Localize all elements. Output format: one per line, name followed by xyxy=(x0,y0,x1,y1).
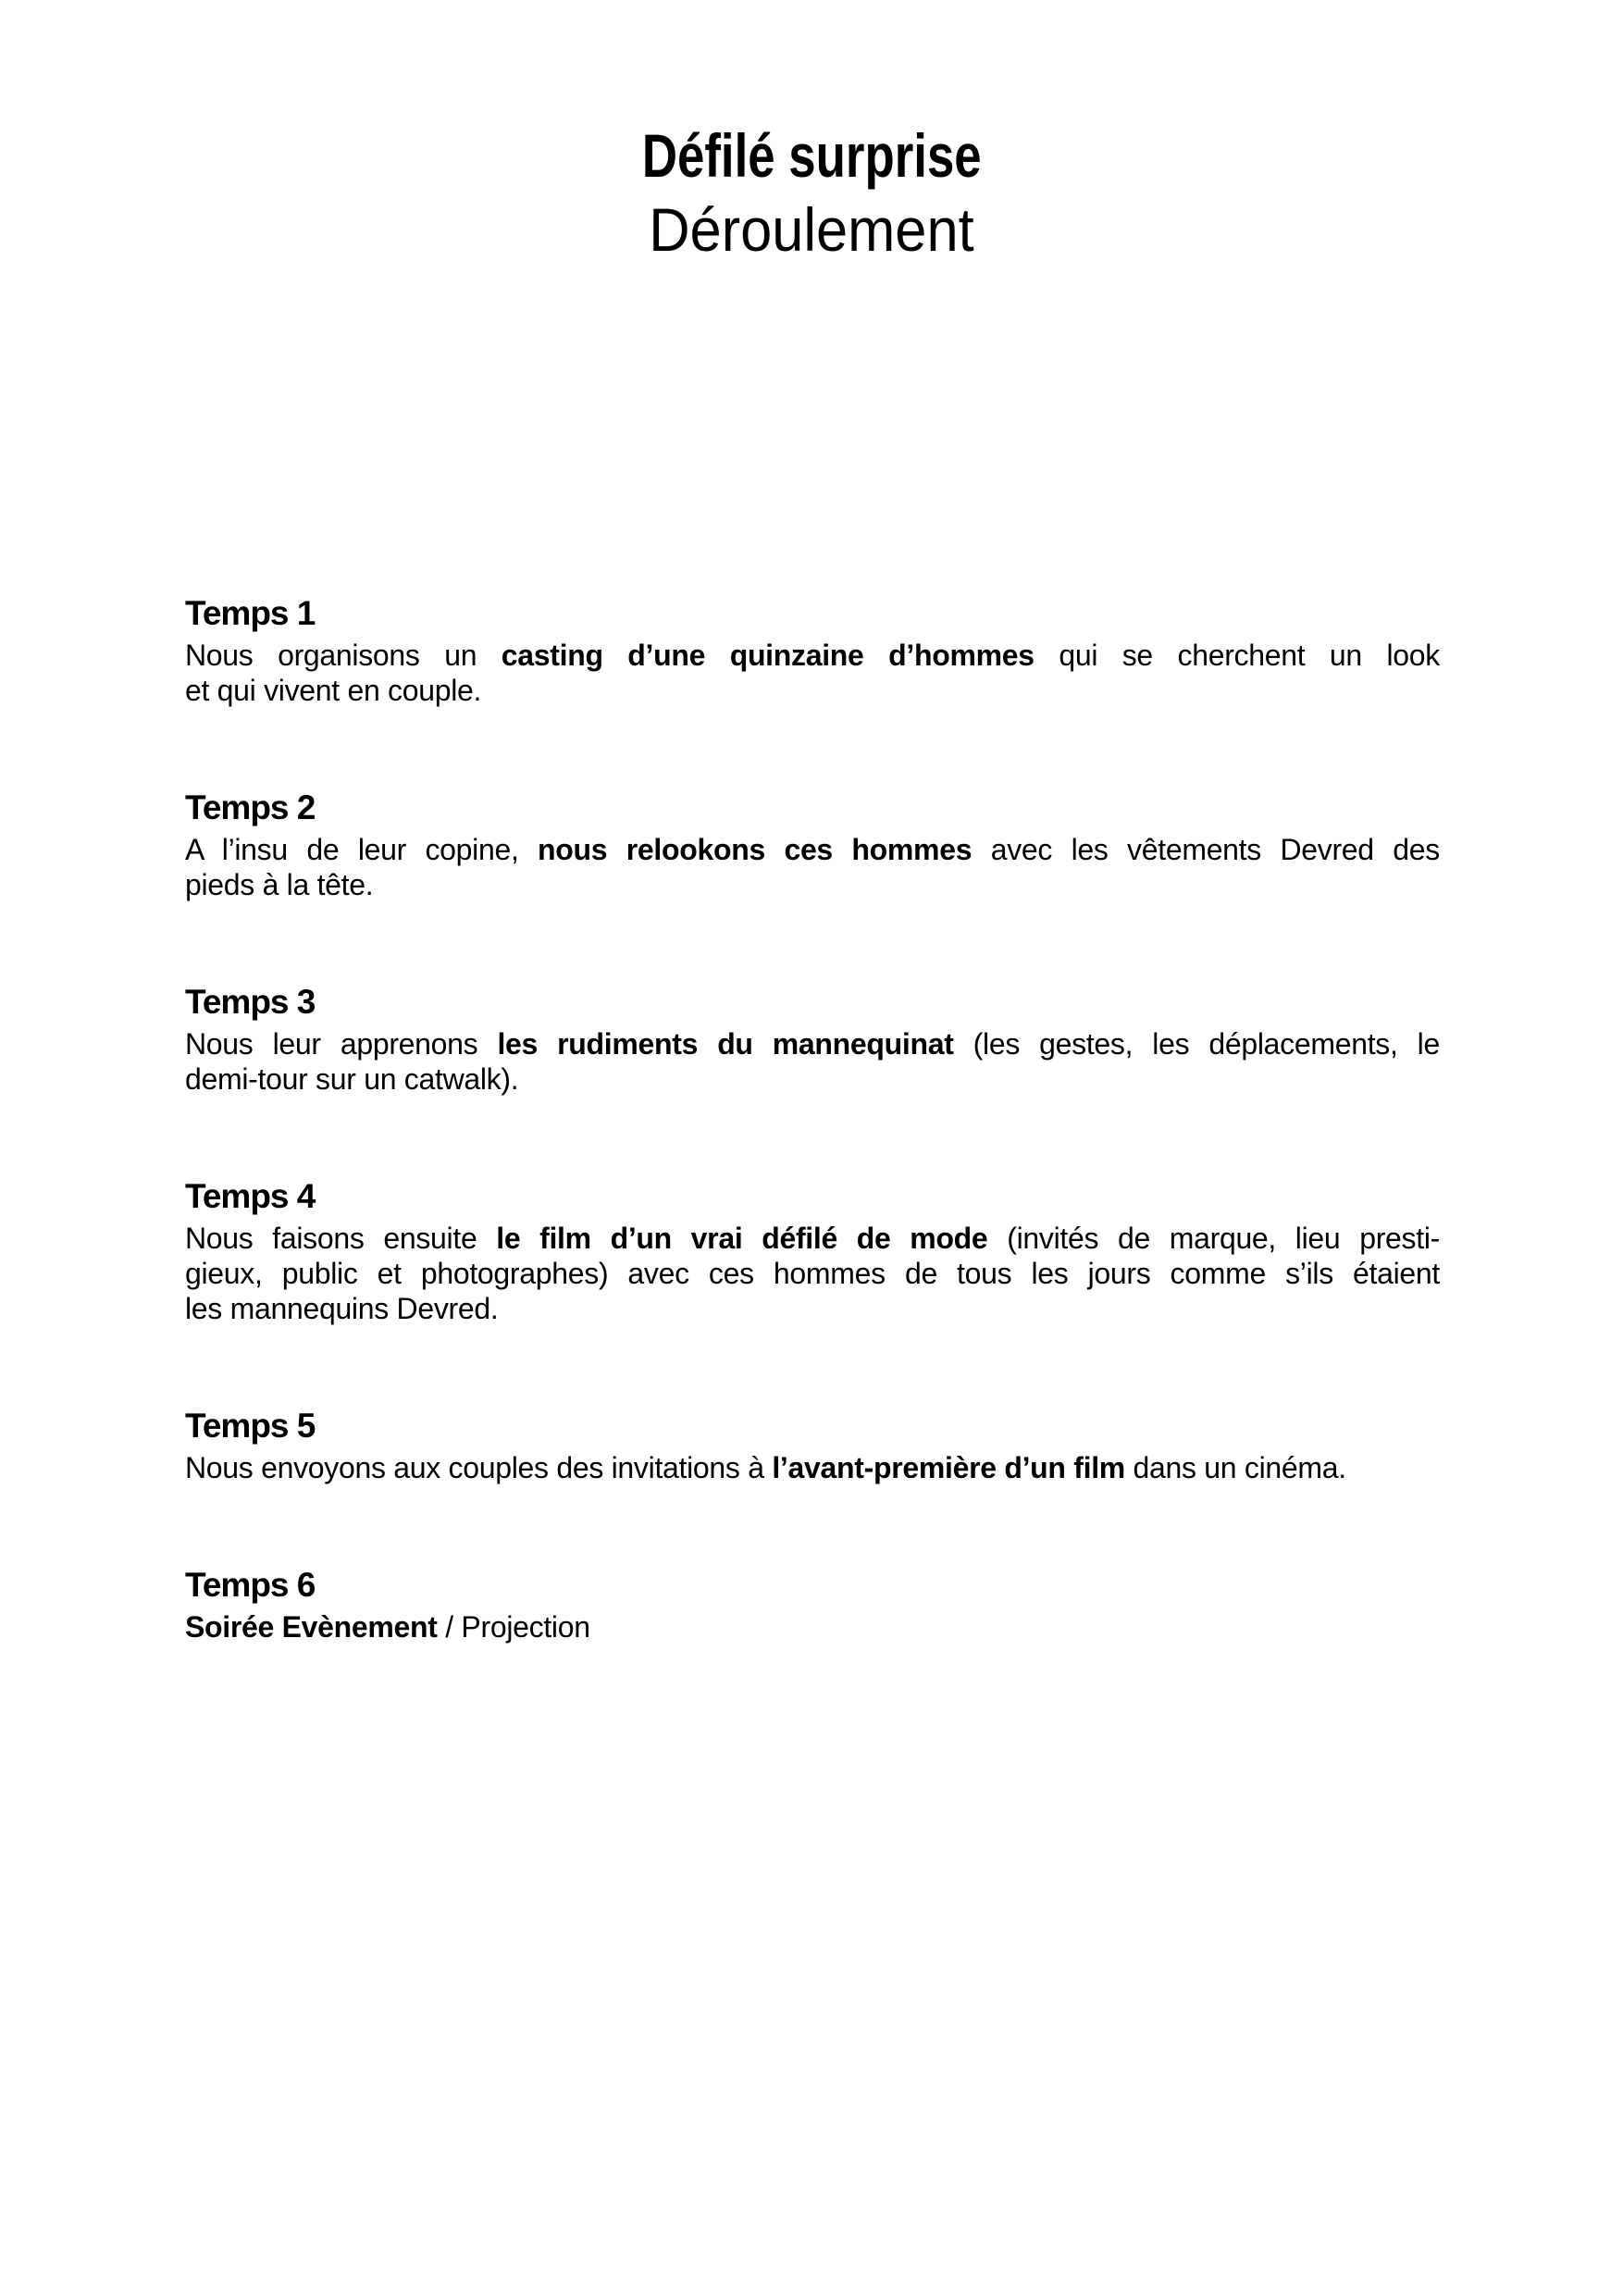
section-heading: Temps 6 xyxy=(185,1566,316,1604)
text-segment: Nous leur apprenons xyxy=(185,1027,498,1061)
body-line xyxy=(185,867,1440,902)
page-title-text: Défilé surprise xyxy=(641,121,982,190)
page-title xyxy=(0,119,1623,192)
body-line xyxy=(185,832,1440,867)
section-heading: Temps 2 xyxy=(185,788,316,826)
text-segment: et qui vivent en couple. xyxy=(185,674,482,707)
page-subtitle-text: Déroulement xyxy=(649,195,974,264)
body-line xyxy=(185,1450,1440,1485)
text-segment: (invités de marque, lieu presti- xyxy=(987,1222,1441,1255)
body-line xyxy=(185,1256,1440,1291)
bold-text-segment: l’avant-première d’un film xyxy=(772,1451,1125,1484)
text-segment: qui se cherchent un look xyxy=(1034,639,1440,672)
text-segment: (les gestes, les déplacements, le xyxy=(953,1027,1440,1061)
bold-text-segment: nous relookons ces hommes xyxy=(538,833,973,866)
title-block xyxy=(0,0,1623,267)
text-segment: dans un cinéma. xyxy=(1124,1451,1346,1484)
section-heading: Temps 3 xyxy=(185,983,316,1021)
section-temps-6 xyxy=(185,1563,1440,1644)
section-body xyxy=(185,1026,1440,1097)
body-line xyxy=(185,1026,1440,1061)
section-body xyxy=(185,1450,1440,1485)
section-heading: Temps 1 xyxy=(185,594,316,632)
text-segment: gieux, public et photographes) avec ces hommes de tous les jours comme s’ils étaient xyxy=(185,1257,1440,1290)
body-line xyxy=(185,638,1440,673)
section-temps-1 xyxy=(185,591,1440,708)
page-subtitle xyxy=(0,192,1623,267)
body-line xyxy=(185,673,1440,708)
bold-text-segment: le film d’un vrai défilé de mode xyxy=(496,1222,988,1255)
section-temps-2 xyxy=(185,786,1440,902)
text-segment: avec les vêtements Devred des xyxy=(972,833,1440,866)
section-temps-3 xyxy=(185,980,1440,1097)
bold-text-segment: casting d’une quinzaine d’hommes xyxy=(501,639,1035,672)
text-segment: les mannequins Devred. xyxy=(185,1292,499,1325)
section-body xyxy=(185,1221,1440,1326)
text-segment: / Projection xyxy=(437,1610,590,1644)
section-body xyxy=(185,638,1440,708)
bold-text-segment: les rudiments du mannequinat xyxy=(497,1027,954,1061)
section-temps-5 xyxy=(185,1404,1440,1485)
text-segment: Nous faisons ensuite xyxy=(185,1222,497,1255)
section-temps-4 xyxy=(185,1174,1440,1326)
text-segment: demi-tour sur un catwalk). xyxy=(185,1062,519,1096)
section-body xyxy=(185,832,1440,902)
section-body xyxy=(185,1609,1440,1644)
section-heading: Temps 4 xyxy=(185,1177,316,1215)
text-segment: Nous envoyons aux couples des invitations à xyxy=(185,1451,773,1484)
sections-container xyxy=(185,591,1440,1644)
body-line xyxy=(185,1061,1440,1097)
text-segment: Nous organisons un xyxy=(185,639,502,672)
body-line xyxy=(185,1609,1440,1644)
bold-text-segment: Soirée Evènement xyxy=(185,1610,438,1644)
text-segment: pieds à la tête. xyxy=(185,868,374,901)
body-line xyxy=(185,1221,1440,1256)
text-segment: A l’insu de leur copine, xyxy=(185,833,539,866)
section-heading: Temps 5 xyxy=(185,1407,316,1445)
body-line xyxy=(185,1291,1440,1326)
